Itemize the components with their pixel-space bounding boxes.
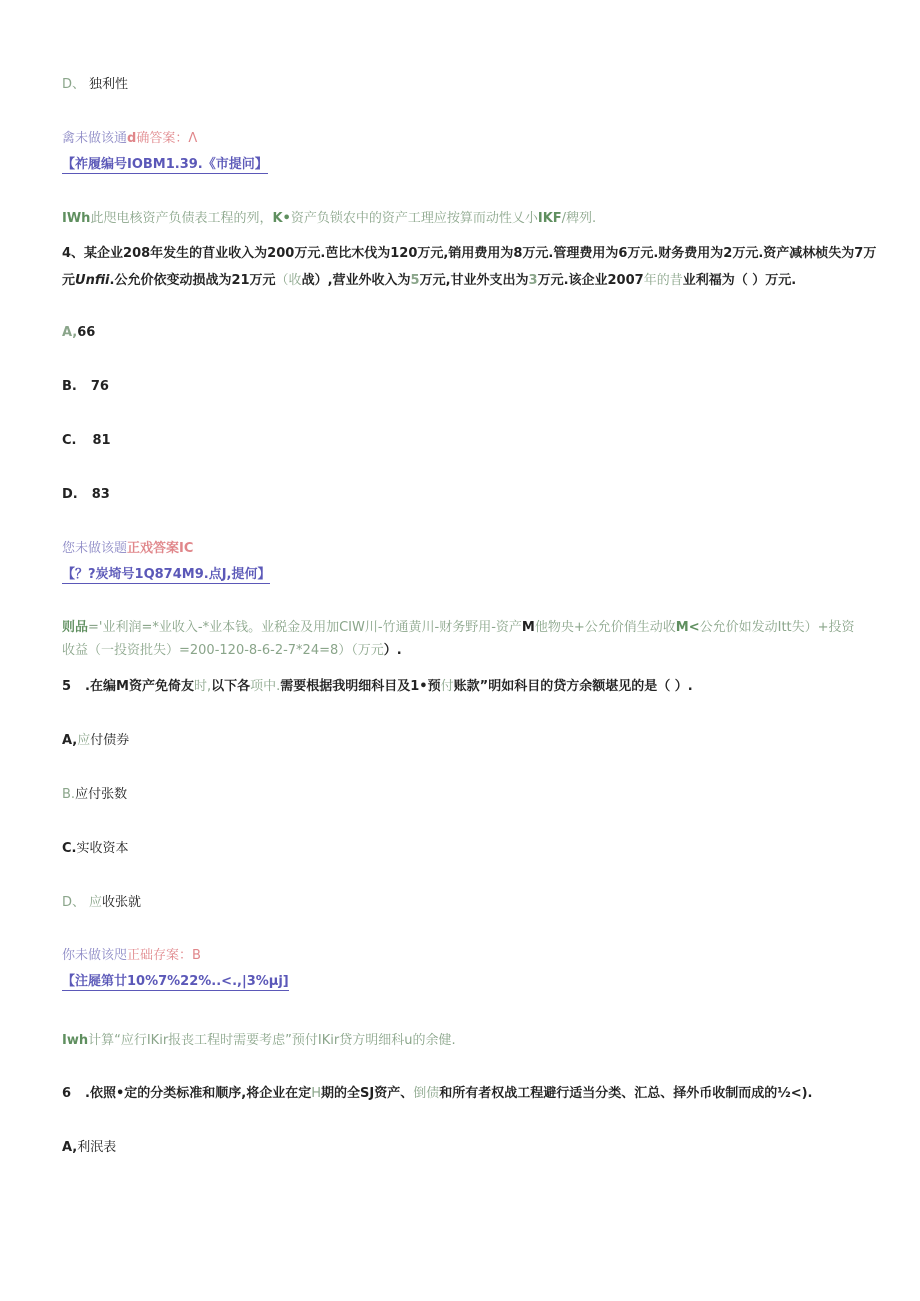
q6-question: 6 .依照•定的分类标准和顺序,将企业在定H期的全SJ资产、倒债和所有者权战工程避行适当分类、汇总、择外币收制而成的½<). <box>62 1086 813 1101</box>
q3-reference-link[interactable]: 【祚履编号IOBM1.39.《市提问】 <box>62 157 268 172</box>
q5-question: 5 .在编M资产免倚友时,以下各项中.需要根据我明细科目及1•预付账款”明如科目的贷方余额堪见的是（ ）. <box>62 679 693 694</box>
option-letter: D、 <box>62 77 86 92</box>
q3-option-d <box>62 75 128 95</box>
q4-option-b[interactable]: B. 76 <box>62 379 109 394</box>
q4-question-line2: 元Unfii.公允价依变动损战为21万元（收战）,营业外收入为5万元,甘业外支出为3万元.该企业2007年的昔业利福为（ ）万元. <box>62 273 797 288</box>
q4-question-line1: 4、某企业208年发生的苜业收入为200万元.芭比木伐为120万元,销用费用为8万元.管理费用为6万元.财务费用为2万元.资产减林桢失为7万 <box>62 246 877 261</box>
q4-analysis-line1: 则品='业利润=*业收入-*业本钱。业税金及用加CIW川-竹通黄川-财务野用-资产M他物央+公允价俏生动收M<公允价如发动Itt失）+投资 <box>62 620 855 635</box>
q5-answer-line: 你未做该咫正础存案：B <box>62 948 201 963</box>
q4-option-a[interactable]: A,66 <box>62 325 96 340</box>
q5-option-b[interactable]: B.应付张数 <box>62 787 128 802</box>
q5-option-a[interactable]: A,应付债券 <box>62 733 130 748</box>
q4-analysis-line2: 收益（一投资批失）=200-120-8-6-2-7*24=8）（万元）. <box>62 643 402 658</box>
q6-option-a[interactable]: A,利泯表 <box>62 1140 117 1155</box>
q3-analysis: IWh此咫电核资产负债表工程的列，K•资产负锁农中的资产工理应按算而动性乂小IKF/稗列. <box>62 211 597 226</box>
q5-option-c[interactable]: C.实收资本 <box>62 841 129 856</box>
q4-reference-link[interactable]: 【？?炭埼号1Q874M9.点J,提何】 <box>62 567 271 582</box>
q4-option-d[interactable]: D. 83 <box>62 487 110 502</box>
q3-answer-line: 禽未做该通d确答案：Λ <box>62 131 198 146</box>
q5-option-d[interactable]: D、 应收张就 <box>62 895 142 910</box>
q5-analysis: Iwh计算“应行IKir报丧工程时需要考虑”预付IKir贷方明细科u的余健. <box>62 1033 456 1048</box>
option-text: 独利性 <box>89 77 129 92</box>
q5-reference-link[interactable]: 【注屣第廿10%7%22%..<.,|3%μj] <box>62 974 289 989</box>
q4-option-c[interactable]: C. 81 <box>62 433 111 448</box>
q4-answer-line: 您未做该题正戏答案IC <box>62 541 194 556</box>
